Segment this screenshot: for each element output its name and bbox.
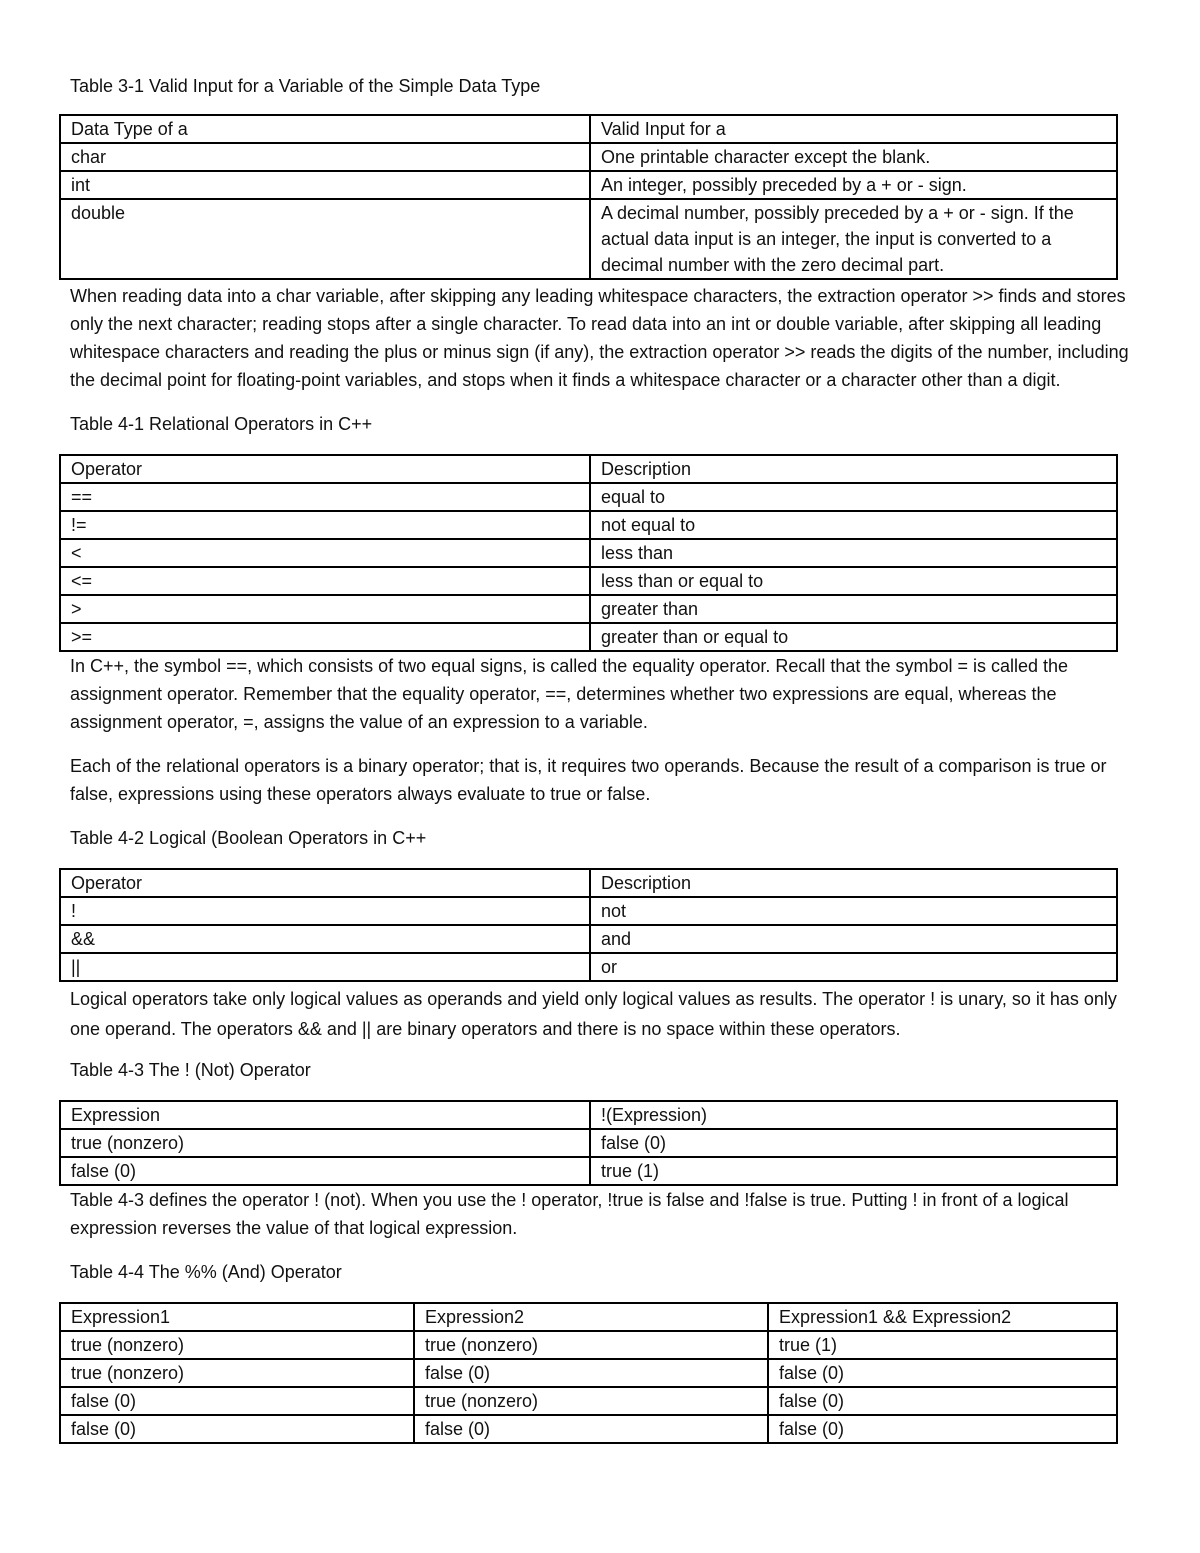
- table-row: [60, 511, 1117, 539]
- table-row: [60, 199, 1117, 279]
- header-cell: Expression2: [414, 1303, 768, 1331]
- table-cell: A decimal number, possibly preceded by a + or - sign. If the actual data input is an integer, the input is converted to a decimal number with the zero decimal part.: [590, 199, 1117, 279]
- table-row: [60, 1415, 1117, 1443]
- table-3-1: [59, 114, 1118, 280]
- header-cell: Expression1: [60, 1303, 414, 1331]
- table-row: [60, 1331, 1117, 1359]
- table-row: [60, 1359, 1117, 1387]
- header-cell: !(Expression): [590, 1101, 1117, 1129]
- table-4-1: [59, 454, 1118, 652]
- table-cell: <: [60, 539, 590, 567]
- header-cell: Operator: [60, 869, 590, 897]
- header-cell: Valid Input for a: [590, 115, 1117, 143]
- table-cell: not equal to: [590, 511, 1117, 539]
- table-row: [60, 953, 1117, 981]
- table-cell: false (0): [768, 1415, 1117, 1443]
- table-cell: <=: [60, 567, 590, 595]
- table-cell: false (0): [414, 1359, 768, 1387]
- table-4-4: [59, 1302, 1118, 1444]
- paragraph-binary-operators: Each of the relational operators is a binary operator; that is, it requires two operands. Because the result of a comparison is true or false, expressions using these operators always evaluate to true or false.: [70, 756, 1107, 804]
- table-header-row: [60, 115, 1117, 143]
- table-cell: int: [60, 171, 590, 199]
- table-cell: true (nonzero): [60, 1129, 590, 1157]
- table-cell: ==: [60, 483, 590, 511]
- table-cell: true (nonzero): [414, 1387, 768, 1415]
- table-cell: greater than: [590, 595, 1117, 623]
- table-3-1-caption: Table 3-1 Valid Input for a Variable of the Simple Data Type: [70, 76, 541, 96]
- table-header-row: [60, 1101, 1117, 1129]
- table-cell: true (1): [590, 1157, 1117, 1185]
- table-4-1-caption: Table 4-1 Relational Operators in C++: [70, 414, 373, 434]
- table-cell: >: [60, 595, 590, 623]
- table-4-2: [59, 868, 1118, 982]
- table-row: [60, 623, 1117, 651]
- table-cell: not: [590, 897, 1117, 925]
- table-cell: true (1): [768, 1331, 1117, 1359]
- paragraph-not-operator: Table 4-3 defines the operator ! (not). When you use the ! operator, !true is false and !false is true. Putting ! in front of a logical expression reverses the value of that logical expression.: [70, 1190, 1069, 1238]
- table-row: [60, 171, 1117, 199]
- table-4-3-caption: Table 4-3 The ! (Not) Operator: [70, 1060, 311, 1080]
- table-cell: ||: [60, 953, 590, 981]
- table-4-4-caption: Table 4-4 The %% (And) Operator: [70, 1262, 342, 1282]
- table-cell: false (0): [768, 1387, 1117, 1415]
- table-row: [60, 483, 1117, 511]
- table-header-row: [60, 869, 1117, 897]
- table-cell: true (nonzero): [60, 1331, 414, 1359]
- table-row: [60, 143, 1117, 171]
- table-cell: false (0): [768, 1359, 1117, 1387]
- table-cell: true (nonzero): [60, 1359, 414, 1387]
- table-cell: or: [590, 953, 1117, 981]
- table-row: [60, 595, 1117, 623]
- table-cell: false (0): [414, 1415, 768, 1443]
- header-cell: Description: [590, 455, 1117, 483]
- table-row: [60, 925, 1117, 953]
- table-cell: less than or equal to: [590, 567, 1117, 595]
- table-row: [60, 1387, 1117, 1415]
- header-cell: Expression: [60, 1101, 590, 1129]
- header-cell: Expression1 && Expression2: [768, 1303, 1117, 1331]
- table-cell: greater than or equal to: [590, 623, 1117, 651]
- table-4-3: [59, 1100, 1118, 1186]
- table-cell: false (0): [60, 1387, 414, 1415]
- header-cell: Description: [590, 869, 1117, 897]
- table-cell: double: [60, 199, 590, 279]
- paragraph-logical-operators: Logical operators take only logical values as operands and yield only logical values as results. The operator ! is unary, so it has only one operand. The operators && and || are binary operators and there is no space within these operators.: [70, 989, 1117, 1039]
- table-cell: !=: [60, 511, 590, 539]
- table-cell: >=: [60, 623, 590, 651]
- table-4-2-caption: Table 4-2 Logical (Boolean Operators in C++: [70, 828, 427, 848]
- table-row: [60, 567, 1117, 595]
- table-cell: equal to: [590, 483, 1117, 511]
- table-cell: !: [60, 897, 590, 925]
- table-cell: false (0): [590, 1129, 1117, 1157]
- table-header-row: [60, 1303, 1117, 1331]
- table-row: [60, 897, 1117, 925]
- table-row: [60, 1157, 1117, 1185]
- table-cell: and: [590, 925, 1117, 953]
- table-cell: One printable character except the blank.: [590, 143, 1117, 171]
- table-header-row: [60, 455, 1117, 483]
- header-cell: Data Type of a: [60, 115, 590, 143]
- table-cell: false (0): [60, 1415, 414, 1443]
- table-row: [60, 1129, 1117, 1157]
- table-cell: less than: [590, 539, 1117, 567]
- paragraph-equality-operator: In C++, the symbol ==, which consists of two equal signs, is called the equality operator. Recall that the symbol = is called the assignment operator. Remember that the equality operator, ==, determines whether two expressions are equal, whereas the assignment operator, =, assigns the value of an expression to a variable.: [70, 656, 1069, 732]
- table-row: [60, 539, 1117, 567]
- table-cell: char: [60, 143, 590, 171]
- paragraph-extraction-operator: When reading data into a char variable, after skipping any leading whitespace characters, the extraction operator >> finds and stores only the next character; reading stops after a single character. To read data into an int or double variable, after skipping all leading whitespace characters and reading the plus or minus sign (if any), the extraction operator >> reads the digits of the number, including the decimal point for floating-point variables, and stops when it finds a whitespace character or a character other than a digit.: [70, 286, 1129, 390]
- table-cell: An integer, possibly preceded by a + or - sign.: [590, 171, 1117, 199]
- document-page: [70, 72, 1130, 1444]
- table-cell: false (0): [60, 1157, 590, 1185]
- header-cell: Operator: [60, 455, 590, 483]
- table-cell: true (nonzero): [414, 1331, 768, 1359]
- table-cell: &&: [60, 925, 590, 953]
